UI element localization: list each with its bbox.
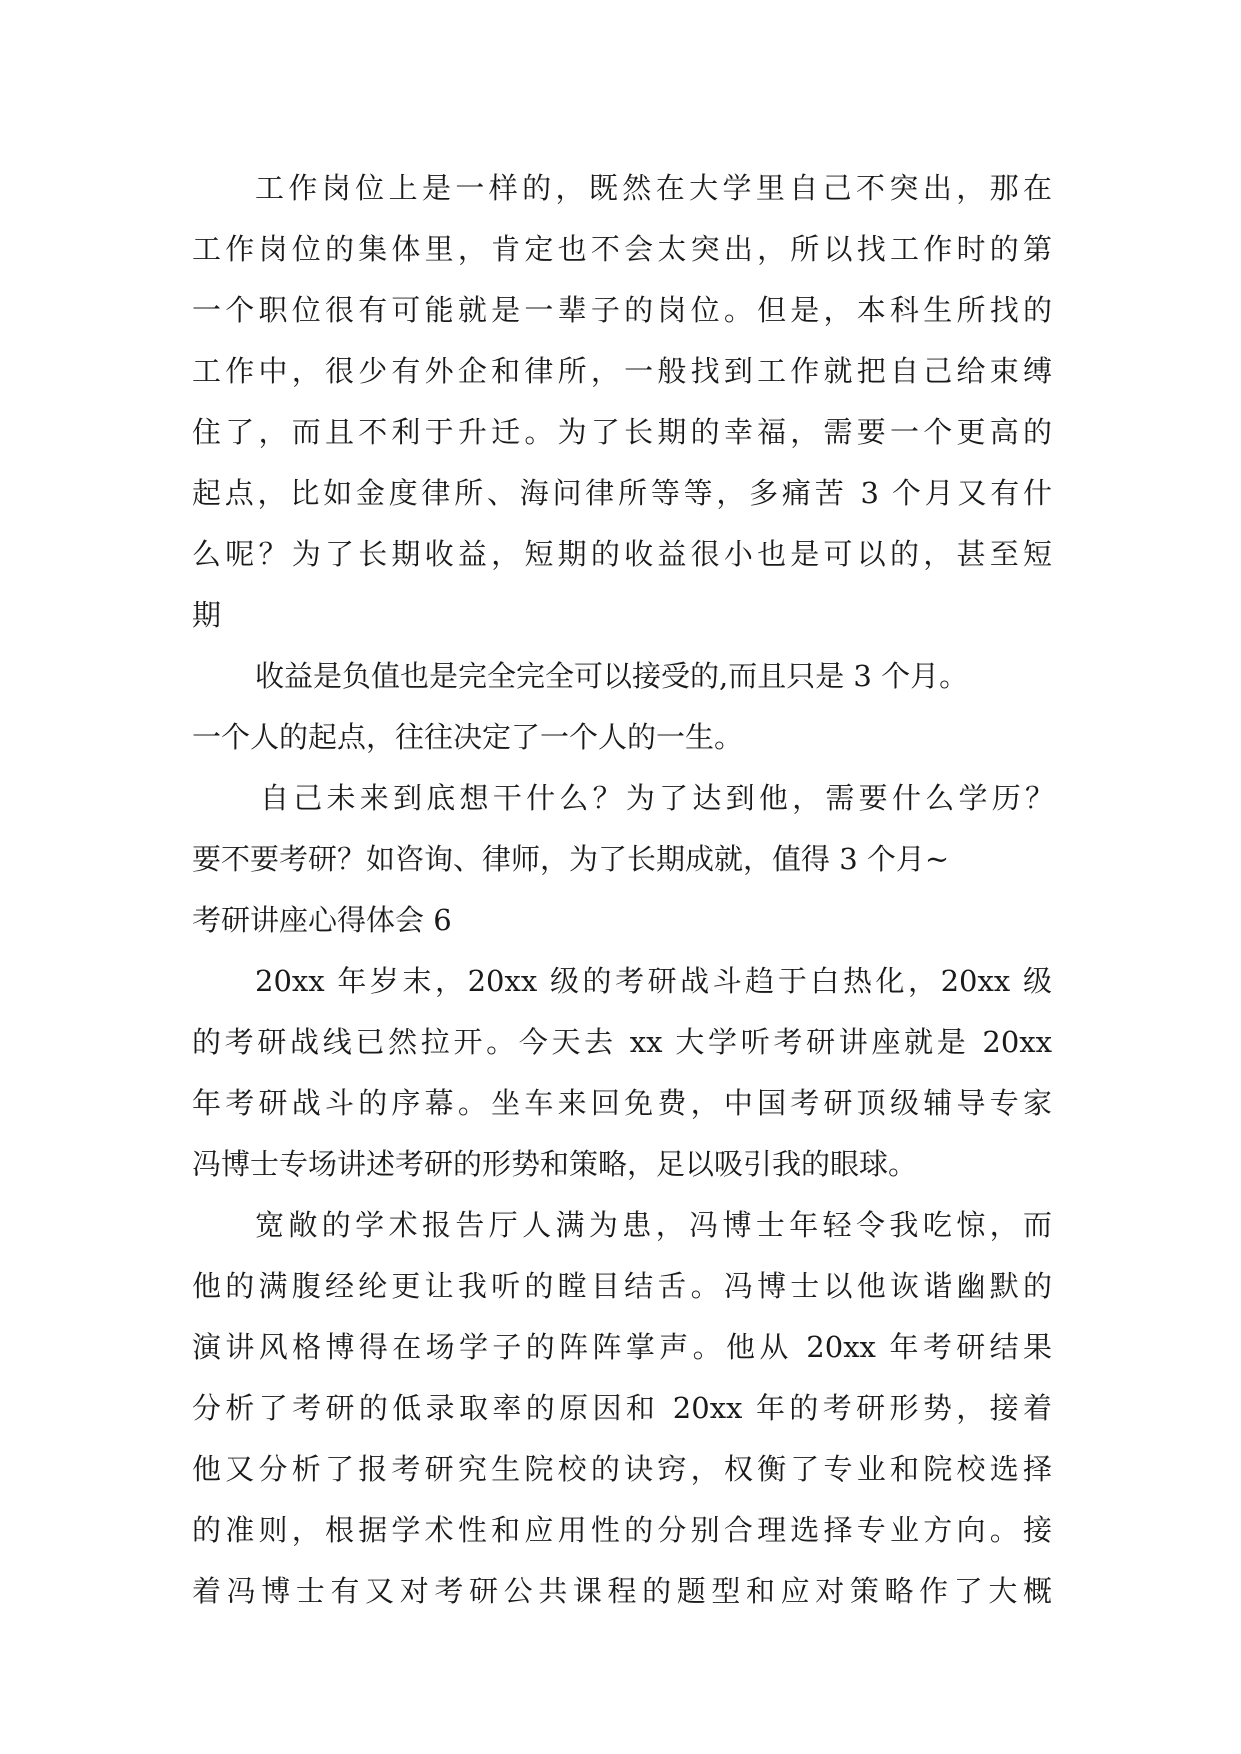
text-line: 么呢？为了长期收益，短期的收益很小也是可以的，甚至短 <box>192 537 1052 571</box>
text-line: 一个职位很有可能就是一辈子的岗位。但是，本科生所找的 <box>192 293 1052 327</box>
text-line: 的考研战线已然拉开。今天去 xx 大学听考研讲座就是 20xx <box>192 1025 1052 1059</box>
text-line: 期 <box>192 598 222 632</box>
text-line: 冯博士专场讲述考研的形势和策略，足以吸引我的眼球。 <box>192 1147 918 1181</box>
text-line: 分析了考研的低录取率的原因和 20xx 年的考研形势，接着 <box>192 1391 1052 1425</box>
text-line: 演讲风格博得在场学子的阵阵掌声。他从 20xx 年考研结果 <box>192 1330 1052 1364</box>
text-line: 20xx 年岁末，20xx 级的考研战斗趋于白热化，20xx 级 <box>255 964 1052 998</box>
text-line: 一个人的起点，往往决定了一个人的一生。 <box>192 720 744 754</box>
text-line: 的准则，根据学术性和应用性的分别合理选择专业方向。接 <box>192 1513 1052 1547</box>
text-line: 工作岗位的集体里，肯定也不会太突出，所以找工作时的第 <box>192 232 1052 266</box>
text-line: 宽敞的学术报告厅人满为患，冯博士年轻令我吃惊，而 <box>255 1208 1052 1242</box>
text-line: 要不要考研？如咨询、律师，为了长期成就，值得 3 个月~ <box>192 842 950 876</box>
text-line: 年考研战斗的序幕。坐车来回免费，中国考研顶级辅导专家 <box>192 1086 1052 1120</box>
text-line: 着冯博士有又对考研公共课程的题型和应对策略作了大概 <box>192 1574 1052 1608</box>
text-line: 工作中，很少有外企和律所，一般找到工作就把自己给束缚 <box>192 354 1052 388</box>
text-line: 住了，而且不利于升迁。为了长期的幸福，需要一个更高的 <box>192 415 1052 449</box>
text-line: 他又分析了报考研究生院校的诀窍，权衡了专业和院校选择 <box>192 1452 1052 1486</box>
text-line: 工作岗位上是一样的，既然在大学里自己不突出，那在 <box>255 171 1052 205</box>
section-heading: 考研讲座心得体会 6 <box>192 903 452 937</box>
text-line: 收益是负值也是完全完全可以接受的,而且只是 3 个月。 <box>255 659 969 693</box>
text-line: 自己未来到底想干什么？为了达到他，需要什么学历？ <box>260 781 1054 815</box>
text-line: 他的满腹经纶更让我听的瞠目结舌。冯博士以他诙谐幽默的 <box>192 1269 1052 1303</box>
text-line: 起点，比如金度律所、海问律所等等，多痛苦 3 个月又有什 <box>192 476 1052 510</box>
